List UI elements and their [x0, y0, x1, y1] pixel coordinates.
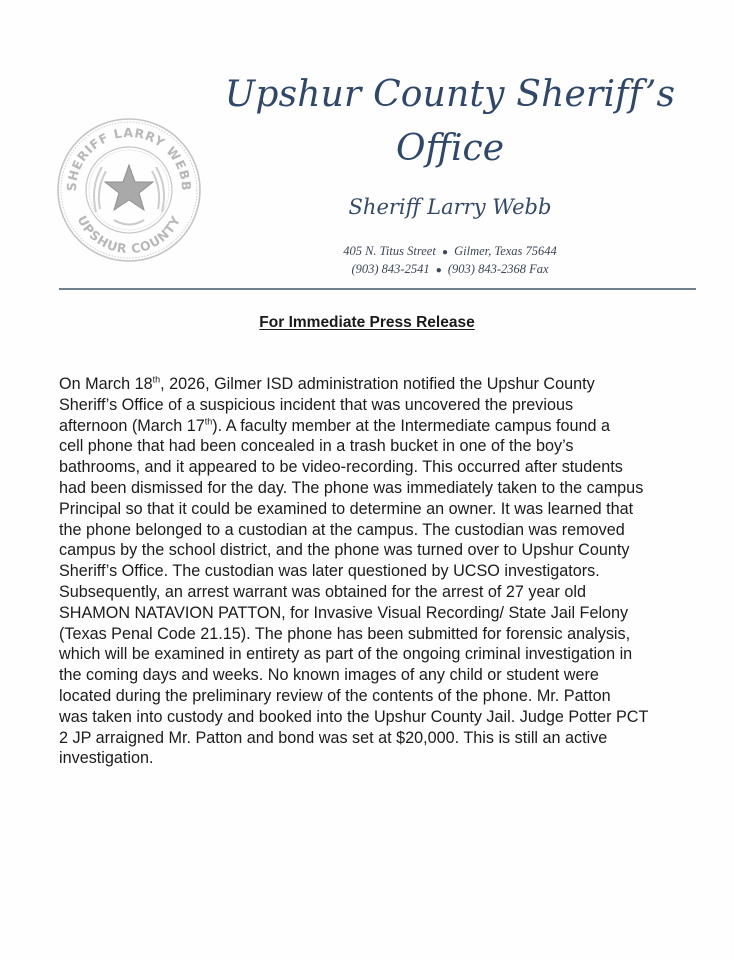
body-line: Sheriff’s Office. The custodian was later questioned by UCSO investigators. [59, 562, 600, 581]
body-line: had been dismissed for the day. The phone was immediately taken to the campus [59, 478, 644, 497]
city-state-zip: Gilmer, Texas 75644 [454, 244, 557, 258]
phone-number: (903) 843-2541 [351, 262, 430, 276]
body-line: (Texas Penal Code 21.15). The phone has been submitted for forensic analysis, [59, 624, 631, 643]
press-release-body [59, 374, 709, 769]
body-line: Principal so that it could be examined to determine an owner. It was learned that [59, 499, 634, 518]
sheriff-seal [56, 117, 202, 263]
body-line: investigation. [59, 749, 154, 768]
press-release-heading: For Immediate Press Release [259, 314, 475, 331]
body-line: 2 JP arraigned Mr. Patton and bond was set at $20,000. This is still an active [59, 728, 608, 747]
body-line: Subsequently, an arrest warrant was obtained for the arrest of 27 year old [59, 582, 586, 601]
address-line [220, 243, 680, 261]
svg-text:UPSHUR COUNTY: UPSHUR COUNTY [74, 213, 184, 257]
svg-text:SHERIFF LARRY WEBB: SHERIFF LARRY WEBB [63, 124, 195, 192]
body-line: the phone belonged to a custodian at the campus. The custodian was removed [59, 520, 625, 539]
contact-address [220, 243, 680, 279]
body-line: which will be examined in entirety as part of the ongoing criminal investigation in [59, 645, 633, 664]
body-line: cell phone that had been concealed in a trash bucket in one of the boy’s [59, 437, 574, 456]
body-line: the coming days and weeks. No known images of any child or student were [59, 666, 599, 685]
body-line: On March 18th, 2026, Gilmer ISD administration notified the Upshur County [59, 374, 595, 393]
bullet-separator-icon: ● [435, 265, 442, 276]
body-line: SHAMON NATAVION PATTON, for Invasive Visual Recording/ State Jail Felony [59, 603, 629, 622]
sheriff-star-seal-icon [56, 117, 202, 263]
body-line: campus by the school district, and the phone was turned over to Upshur County [59, 541, 630, 560]
header-divider [59, 288, 696, 290]
sheriff-name: Sheriff Larry Webb [348, 195, 552, 219]
fax-number: (903) 843-2368 Fax [447, 262, 549, 276]
street-address: 405 N. Titus Street [343, 244, 436, 258]
body-line: bathrooms, and it appeared to be video-recording. This occurred after students [59, 458, 623, 477]
body-line: Sheriff’s Office of a suspicious incident that was uncovered the previous [59, 395, 574, 414]
office-title-line1: Upshur County Sheriff’s [224, 74, 676, 115]
body-line: located during the preliminary review of the contents of the phone. Mr. Patton [59, 686, 611, 705]
body-line: afternoon (March 17th). A faculty member at the Intermediate campus found a [59, 416, 610, 435]
bullet-separator-icon: ● [441, 247, 448, 258]
office-title [220, 72, 680, 172]
body-line: was taken into custody and booked into the Upshur County Jail. Judge Potter PCT [59, 707, 649, 726]
phone-line [220, 261, 680, 279]
office-title-line2: Office [396, 128, 504, 169]
